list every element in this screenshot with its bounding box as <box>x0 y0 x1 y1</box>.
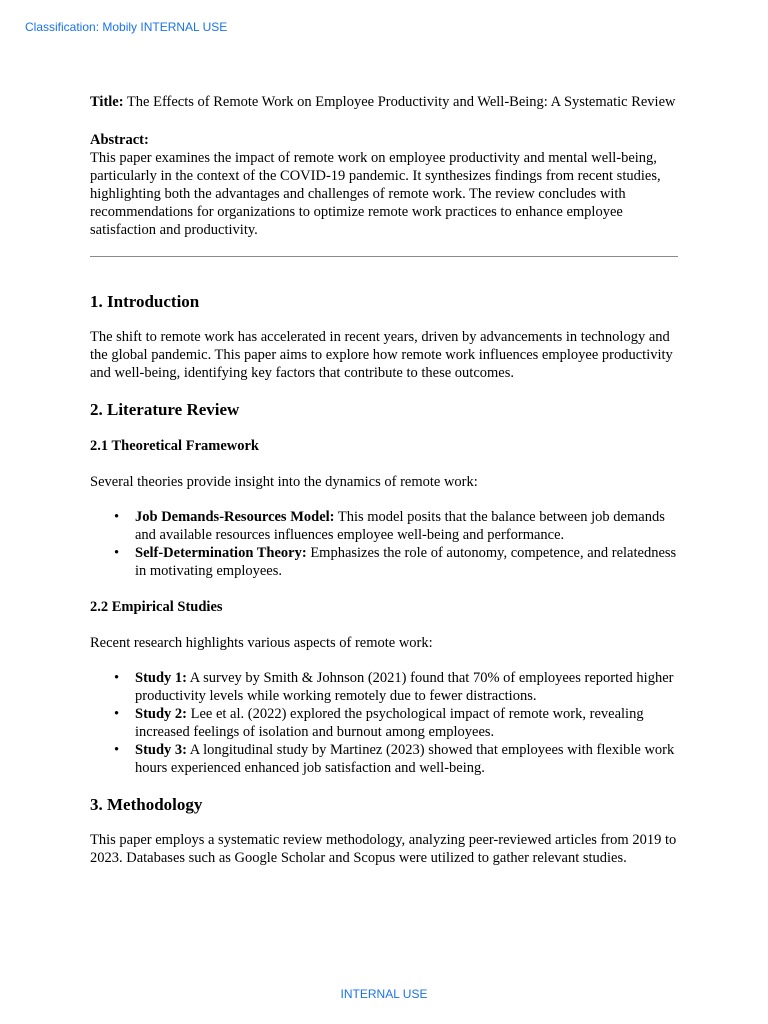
list-item <box>135 669 678 705</box>
section-heading-literature-review: 2. Literature Review <box>90 400 240 419</box>
list-item-text: This model posits that the balance between job demands and available resources influences employee well-being and performance. <box>135 509 665 543</box>
abstract-text: This paper examines the impact of remote work on employee productivity and mental well-being, particularly in the context of the COVID-19 pandemic. It synthesizes findings from recent studies, highlighting both the advantages and challenges of remote work. The review concludes with recommendations for organizations to optimize remote work practices to enhance employee satisfaction and productivity. <box>90 150 661 238</box>
paper-title <box>90 93 678 111</box>
list-item-label: Study 3: <box>135 742 187 758</box>
introduction-text: The shift to remote work has accelerated in recent years, driven by advancements in technology and the global pandemic. This paper aims to explore how remote work influences employee productivity and well-being, identifying key factors that contribute to these outcomes. <box>90 329 673 381</box>
list-item <box>135 705 678 741</box>
title-label: Title: <box>90 94 124 110</box>
horizontal-divider <box>90 256 678 257</box>
section-heading-methodology: 3. Methodology <box>90 795 203 814</box>
list-item-text: Emphasizes the role of autonomy, competence, and relatedness in motivating employees. <box>135 545 677 579</box>
footer-classification: INTERNAL USE <box>340 987 428 1001</box>
subsection-heading-theoretical-framework: 2.1 Theoretical Framework <box>90 438 259 454</box>
list-item <box>135 508 678 544</box>
document-body <box>90 93 678 867</box>
classification-label: Classification: Mobily INTERNAL USE <box>25 20 228 34</box>
list-item-label: Job Demands-Resources Model: <box>135 509 335 525</box>
list-item-text: A longitudinal study by Martinez (2023) showed that employees with flexible work hours experienced enhanced job satisfaction and well-being. <box>135 742 675 776</box>
list-item <box>135 544 678 580</box>
title-text: The Effects of Remote Work on Employee Productivity and Well-Being: A Systematic Review <box>123 94 676 110</box>
methodology-text: This paper employs a systematic review methodology, analyzing peer-reviewed articles from 2019 to 2023. Databases such as Google Scholar and Scopus were utilized to gather relevant studies. <box>90 832 677 866</box>
section-heading-introduction: 1. Introduction <box>90 292 200 311</box>
abstract-label: Abstract: <box>90 132 149 148</box>
subsection-heading-empirical-studies: 2.2 Empirical Studies <box>90 599 223 615</box>
studies-list <box>90 669 678 777</box>
list-item-label: Study 2: <box>135 706 187 722</box>
theoretical-intro: Several theories provide insight into the dynamics of remote work: <box>90 474 478 490</box>
list-item <box>135 741 678 777</box>
theory-list <box>90 508 678 580</box>
list-item-text: A survey by Smith & Johnson (2021) found that 70% of employees reported higher productivity levels while working remotely due to fewer distractions. <box>135 670 674 704</box>
list-item-text: Lee et al. (2022) explored the psychological impact of remote work, revealing increased feelings of isolation and burnout among employees. <box>135 706 644 740</box>
abstract <box>90 131 678 239</box>
list-item-label: Self-Determination Theory: <box>135 545 307 561</box>
list-item-label: Study 1: <box>135 670 187 686</box>
empirical-intro: Recent research highlights various aspects of remote work: <box>90 635 433 651</box>
